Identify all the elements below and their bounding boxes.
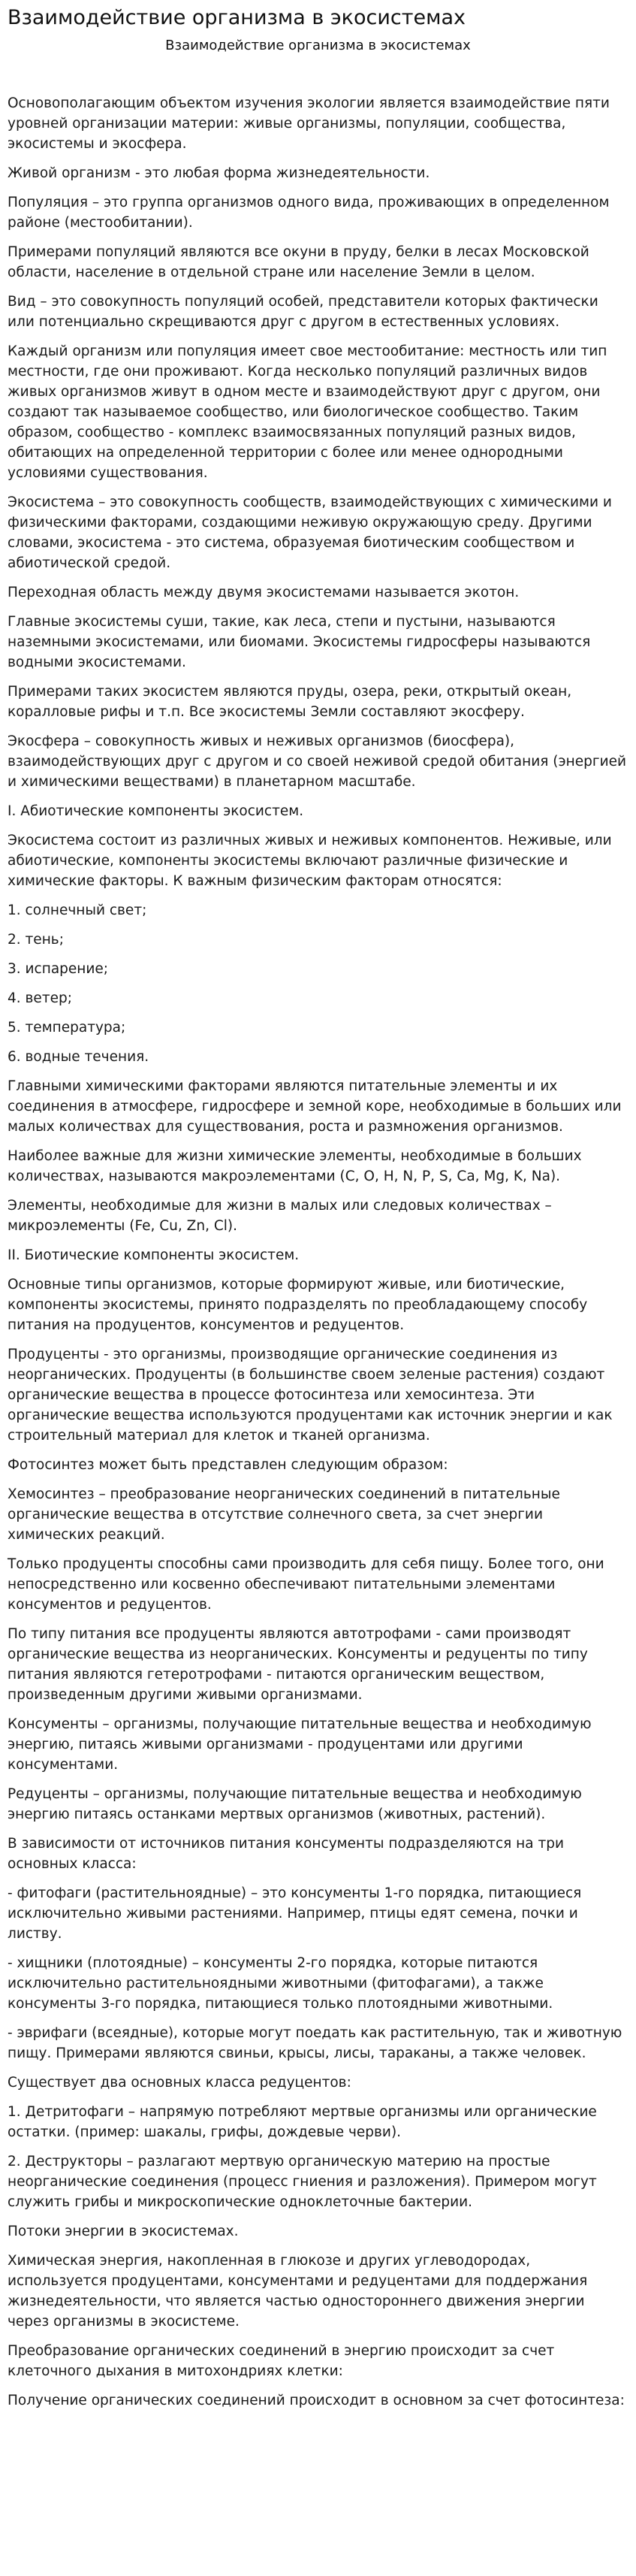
paragraph: Экосистема состоит из различных живых и неживых компонентов. Неживые, или абиотические, компоненты экосистемы включают различные физические и химические факторы. К важным физическим факторам относятся:	[8, 833, 612, 889]
paragraph: Экосистема – это совокупность сообществ, взаимодействующих с химическими и физическими факторами, создающими неживую окружающую среду. Другими словами, экосистема - это система, образуемая биотическим сообществом и абиотической средой.	[8, 494, 612, 571]
paragraph: Экосфера – совокупность живых и неживых организмов (биосфера), взаимодействующих друг с другом и со своей неживой средой обитания (энергией и химическими веществами) в планетарном масштабе.	[8, 733, 626, 790]
document-subtitle: Взаимодействие организма в экосистемах	[165, 38, 471, 53]
paragraph: Элементы, необходимые для жизни в малых или следовых количествах – микроэлементы (Fe, Cu, Zn, Cl).	[8, 1198, 552, 1234]
paragraph: 4. ветер;	[8, 990, 72, 1006]
paragraph: Главными химическими факторами являются питательные элементы и их соединения в атмосфере, гидросфере и земной коре, необходимые в больших или малых количествах для существования, роста и размножения организмов.	[8, 1078, 622, 1135]
paragraph: Преобразование органических соединений в энергию происходит за счет клеточного дыхания в митохондриях клетки:	[8, 2343, 555, 2379]
paragraph: Популяция – это группа организмов одного вида, проживающих в определенном районе (местообитании).	[8, 195, 610, 231]
paragraph: В зависимости от источников питания консументы подразделяются на три основных класса:	[8, 1836, 564, 1872]
paragraph: - хищники (плотоядные) – консументы 2-го порядка, которые питаются исключительно растительноядными животными (фитофагами), а также консументы 3-го порядка, питающиеся только плотоядными животными.	[8, 1955, 553, 2012]
paragraph: Потоки энергии в экосистемах.	[8, 2224, 239, 2239]
paragraph: 6. водные течения.	[8, 1049, 149, 1065]
paragraph: Только продуценты способны сами производить для себя пищу. Более того, они непосредственно или косвенно обеспечивают питательными элементами консументов и редуцентов.	[8, 1556, 604, 1613]
paragraph: Вид – это совокупность популяций особей, представители которых фактически или потенциально скрещиваются друг с другом в естественных условиях.	[8, 294, 598, 330]
paragraph: II. Биотические компоненты экосистем.	[8, 1247, 300, 1263]
paragraph: Консументы – организмы, получающие питательные вещества и необходимую энергию, питаясь живыми организмами - продуцентами или другими консументами.	[8, 1716, 592, 1773]
paragraph: Хемосинтез – преобразование неорганических соединений в питательные органические вещества в отсутствие солнечного света, за счет энергии химических реакций.	[8, 1486, 560, 1543]
paragraph: Примерами таких экосистем являются пруды, озера, реки, открытый океан, коралловые рифы и т.п. Все экосистемы Земли составляют экосферу.	[8, 684, 572, 720]
paragraph: Примерами популяций являются все окуни в пруду, белки в лесах Московской области, население в отдельной стране или население Земли в целом.	[8, 244, 589, 280]
paragraph: Фотосинтез может быть представлен следующим образом:	[8, 1457, 448, 1473]
paragraph: 2. Деструкторы – разлагают мертвую органическую материю на простые неорганические соединения (процесс гниения и разложения). Примером могут служить грибы и микроскопические одноклеточные бактерии.	[8, 2154, 597, 2210]
paragraph: Существует два основных класса редуцентов:	[8, 2075, 351, 2091]
paragraph: Редуценты – организмы, получающие питательные вещества и необходимую энергию питаясь останками мертвых организмов (животных, растений).	[8, 1786, 582, 1822]
paragraph: Главные экосистемы суши, такие, как леса, степи и пустыни, называются наземными экосистемами, или биомами. Экосистемы гидросферы называются водными экосистемами.	[8, 614, 591, 670]
paragraph: Каждый организм или популяция имеет свое местообитание: местность или тип местности, где они проживают. Когда несколько популяций различных видов живых организмов живут в одном месте и взаимодействуют друг с другом, они создают так называемое сообщество, или биологическое сообщество. Таким образом, сообщество - комплекс взаимосвязанных популяций разных видов, обитающих на определенной территории с более или менее однородными условиями существования.	[8, 343, 607, 481]
paragraph: Химическая энергия, накопленная в глюкозе и других углеводородах, используется продуцентами, консументами и редуцентами для поддержания жизнедеятельности, что является частью одностороннего движения энергии через организмы в экосистеме.	[8, 2253, 588, 2330]
paragraph: - эврифаги (всеядные), которые могут поедать как растительную, так и животную пищу. Примерами являются свиньи, крысы, лисы, тараканы, а также человек.	[8, 2025, 622, 2061]
document-title: Взаимодействие организма в экосистемах	[8, 6, 466, 29]
paragraph: 2. тень;	[8, 932, 64, 948]
paragraph: 5. температура;	[8, 1020, 126, 1036]
paragraph: Основополагающим объектом изучения экологии является взаимодействие пяти уровней организации материи: живые организмы, популяции, сообщества, экосистемы и экосфера.	[8, 95, 610, 152]
paragraph: Продуценты - это организмы, производящие органические соединения из неорганических. Продуценты (в большинстве своем зеленые растения) создают органические вещества в процессе фотосинтеза или хемосинтеза. Эти органические вещества используются продуцентами как источник энергии и как строительный материал для клеток и тканей организма.	[8, 1347, 613, 1444]
paragraph: Переходная область между двумя экосистемами называется экотон.	[8, 585, 520, 600]
paragraph: 1. солнечный свет;	[8, 903, 147, 918]
paragraph: Живой организм - это любая форма жизнедеятельности.	[8, 165, 430, 181]
paragraph: По типу питания все продуценты являются автотрофами - сами производят органические вещества из неорганических. Консументы и редуценты по типу питания являются гетеротрофами - питаются органическим веществом, произведенным другими живыми организмами.	[8, 1626, 588, 1703]
paragraph: I. Абиотические компоненты экосистем.	[8, 803, 304, 819]
paragraph: Получение органических соединений происходит в основном за счет фотосинтеза:	[8, 2393, 625, 2408]
paragraph: - фитофаги (растительноядные) – это консументы 1-го порядка, питающиеся исключительно живыми растениями. Например, птицы едят семена, почки и листву.	[8, 1885, 582, 1942]
paragraph: Наиболее важные для жизни химические элементы, необходимые в больших количествах, называются макроэлементами (C, O, H, N, P, S, Ca, Mg, K, Na).	[8, 1148, 582, 1184]
paragraph: 3. испарение;	[8, 961, 109, 977]
paragraph: 1. Детритофаги – напрямую потребляют мертвые организмы или органические остатки. (пример: шакалы, грифы, дождевые черви).	[8, 2104, 597, 2140]
paragraph: Основные типы организмов, которые формируют живые, или биотические, компоненты экосистемы, принято подразделять по преобладающему способу питания на продуцентов, консументов и редуцентов.	[8, 1277, 588, 1333]
document-body	[8, 93, 628, 2411]
